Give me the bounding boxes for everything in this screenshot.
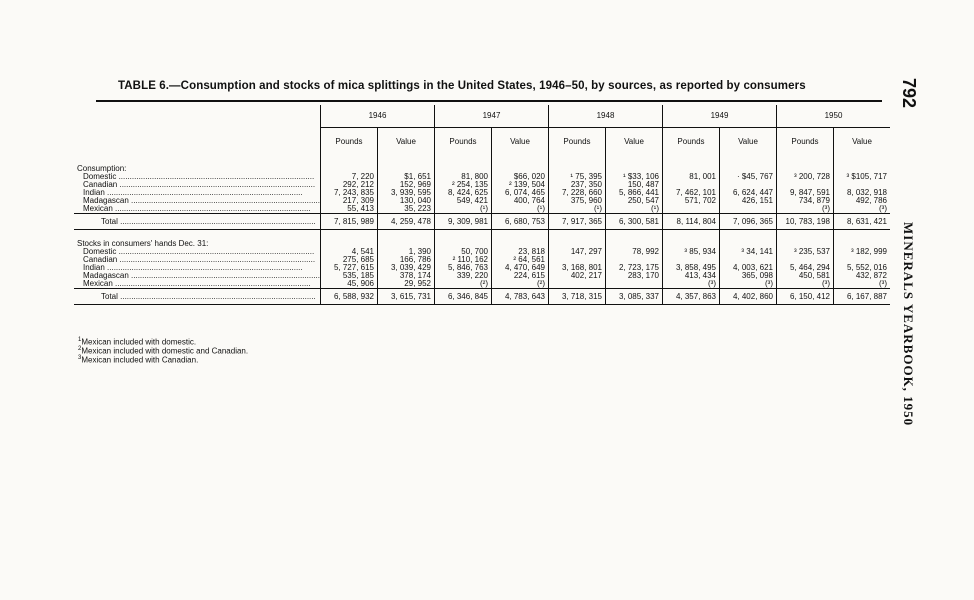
section-heading-row [74, 230, 890, 249]
table-cell: ² 254, 135 [435, 181, 492, 189]
table-cell: $1, 651 [378, 173, 435, 181]
table-cell [321, 155, 378, 173]
table-cell: 8, 631, 421 [834, 214, 891, 230]
table-cell: (³) [777, 205, 834, 214]
table-cell: (³) [663, 280, 720, 289]
year-header: 1946 [321, 105, 435, 128]
table-cell: 4, 357, 863 [663, 289, 720, 305]
table-cell: 7, 462, 101 [663, 189, 720, 197]
table-cell: 571, 702 [663, 197, 720, 205]
table-cell: 1, 390 [378, 248, 435, 256]
table-cell: 7, 815, 989 [321, 214, 378, 230]
table-cell: 6, 346, 845 [435, 289, 492, 305]
column-header: Value [378, 128, 435, 156]
table-cell: 6, 074, 465 [492, 189, 549, 197]
table-cell [492, 155, 549, 173]
table-cell: 378, 174 [378, 272, 435, 280]
column-header: Pounds [777, 128, 834, 156]
column-header: Pounds [435, 128, 492, 156]
table-cell: (¹) [606, 205, 663, 214]
row-label: Domestic ..... [74, 248, 321, 256]
table-cell: (³) [834, 280, 891, 289]
column-header: Pounds [321, 128, 378, 156]
table-cell: ² 64, 561 [492, 256, 549, 264]
table-cell: 4, 541 [321, 248, 378, 256]
table-cell: 5, 552, 016 [834, 264, 891, 272]
top-rule [96, 100, 882, 102]
table-cell: 7, 228, 660 [549, 189, 606, 197]
column-header: Pounds [663, 128, 720, 156]
table-cell: 275, 685 [321, 256, 378, 264]
table-cell [777, 230, 834, 249]
year-header: 1949 [663, 105, 777, 128]
table-cell: 81, 001 [663, 173, 720, 181]
table-cell: 4, 402, 860 [720, 289, 777, 305]
table-cell [378, 230, 435, 249]
table-cell: ³ 85, 934 [663, 248, 720, 256]
table-cell: 78, 992 [606, 248, 663, 256]
table-cell: 130, 040 [378, 197, 435, 205]
table-cell: $66, 020 [492, 173, 549, 181]
row-label: Indian ..... [74, 189, 321, 197]
table-cell: 375, 960 [549, 197, 606, 205]
table-cell: 3, 615, 731 [378, 289, 435, 305]
table-cell: 9, 309, 981 [435, 214, 492, 230]
row-label: Madagascan ..... [74, 197, 321, 205]
table-cell: 535, 185 [321, 272, 378, 280]
table-cell: 6, 624, 447 [720, 189, 777, 197]
table-cell [606, 280, 663, 289]
table-cell: 5, 846, 763 [435, 264, 492, 272]
table-cell: 250, 547 [606, 197, 663, 205]
total-row [74, 214, 890, 230]
table-cell: 224, 615 [492, 272, 549, 280]
table-cell: 432, 872 [834, 272, 891, 280]
table-cell: 6, 300, 581 [606, 214, 663, 230]
table-cell [663, 230, 720, 249]
table-cell: 8, 114, 804 [663, 214, 720, 230]
table-cell: (¹) [492, 205, 549, 214]
table-cell: 5, 464, 294 [777, 264, 834, 272]
table-cell [720, 205, 777, 214]
table-cell [492, 230, 549, 249]
table-cell: 35, 223 [378, 205, 435, 214]
table-cell: 339, 220 [435, 272, 492, 280]
table-cell: 365, 098 [720, 272, 777, 280]
table-row [74, 280, 890, 289]
table-cell: ¹ $33, 106 [606, 173, 663, 181]
table-cell: 81, 800 [435, 173, 492, 181]
row-label: Mexican ..... [74, 205, 321, 214]
table-cell: 8, 424, 625 [435, 189, 492, 197]
table-cell: 734, 879 [777, 197, 834, 205]
section-heading: Stocks in consumers' hands Dec. 31: [77, 239, 209, 248]
column-header: Value [606, 128, 663, 156]
year-header: 1950 [777, 105, 891, 128]
table-cell: 5, 866, 441 [606, 189, 663, 197]
table-cell: 4, 470, 649 [492, 264, 549, 272]
table-cell [549, 280, 606, 289]
table-title: TABLE 6.—Consumption and stocks of mica splittings in the United States, 1946–50, by sources, as reported by consumers [118, 80, 806, 92]
table-cell: (²) [492, 280, 549, 289]
table-cell: 237, 350 [549, 181, 606, 189]
column-header: Value [720, 128, 777, 156]
table-cell: 7, 243, 835 [321, 189, 378, 197]
table-cell [834, 155, 891, 173]
section-heading-row [74, 155, 890, 173]
footnote: $^1$Mexican included with domestic. [78, 337, 197, 347]
table-cell: 55, 413 [321, 205, 378, 214]
footnote: $^2$Mexican included with domestic and Canadian. [78, 346, 249, 356]
stub-header [74, 105, 321, 155]
table-cell: (³) [834, 205, 891, 214]
table-cell: 6, 167, 887 [834, 289, 891, 305]
table-cell [663, 205, 720, 214]
table-cell [549, 230, 606, 249]
table-cell [321, 230, 378, 249]
table-cell [435, 230, 492, 249]
footnote: $^3$Mexican included with Canadian. [78, 355, 199, 365]
table-cell: 6, 680, 753 [492, 214, 549, 230]
running-head: MINERALS YEARBOOK, 1950 [901, 222, 916, 427]
table-cell: ³ 235, 537 [777, 248, 834, 256]
table-cell: 492, 786 [834, 197, 891, 205]
table-cell [777, 155, 834, 173]
table-cell [606, 230, 663, 249]
column-header: Pounds [549, 128, 606, 156]
table-cell: 29, 952 [378, 280, 435, 289]
table-cell: 50, 700 [435, 248, 492, 256]
table-cell: 3, 858, 495 [663, 264, 720, 272]
table-cell: 150, 487 [606, 181, 663, 189]
row-label: Mexican ..... [74, 280, 321, 289]
table-cell: 7, 096, 365 [720, 214, 777, 230]
row-label: Total ..... [74, 289, 321, 305]
table-cell: 4, 259, 478 [378, 214, 435, 230]
table-cell: ² 110, 162 [435, 256, 492, 264]
table-cell: 6, 588, 932 [321, 289, 378, 305]
section-heading: Consumption: [77, 164, 127, 173]
table-cell: 45, 906 [321, 280, 378, 289]
table-cell: 152, 969 [378, 181, 435, 189]
table-cell: 549, 421 [435, 197, 492, 205]
row-label: Indian ..... [74, 264, 321, 272]
table-cell: 402, 217 [549, 272, 606, 280]
table-cell: 147, 297 [549, 248, 606, 256]
table-cell: 400, 764 [492, 197, 549, 205]
mica-table [74, 105, 890, 305]
table-cell [663, 155, 720, 173]
table-cell: 9, 847, 591 [777, 189, 834, 197]
table-cell: 283, 170 [606, 272, 663, 280]
table-cell: ³ $105, 717 [834, 173, 891, 181]
row-label: Total ..... [74, 214, 321, 230]
table-cell [720, 230, 777, 249]
table-cell [378, 155, 435, 173]
table-cell: (¹) [435, 205, 492, 214]
table-cell [834, 230, 891, 249]
table-cell: 4, 783, 643 [492, 289, 549, 305]
table-cell: 3, 168, 801 [549, 264, 606, 272]
table-cell: (³) [777, 280, 834, 289]
table-cell: (³) [720, 280, 777, 289]
year-header: 1948 [549, 105, 663, 128]
table-cell: 292, 212 [321, 181, 378, 189]
column-header: Value [834, 128, 891, 156]
row-label: Canadian ..... [74, 256, 321, 264]
table-cell: 2, 723, 175 [606, 264, 663, 272]
year-header-row [74, 105, 890, 128]
table-cell: (¹) [549, 205, 606, 214]
total-row [74, 289, 890, 305]
table-cell: · $45, 767 [720, 173, 777, 181]
table-cell: 217, 309 [321, 197, 378, 205]
table-cell: 3, 939, 595 [378, 189, 435, 197]
table-cell: ³ 182, 999 [834, 248, 891, 256]
table-cell: 7, 917, 365 [549, 214, 606, 230]
table-cell: 450, 581 [777, 272, 834, 280]
table-cell [720, 155, 777, 173]
row-label: Madagascan ..... [74, 272, 321, 280]
page-number: 792 [899, 78, 919, 109]
table-cell [435, 155, 492, 173]
row-label: Canadian ..... [74, 181, 321, 189]
table-cell: ¹ 75, 395 [549, 173, 606, 181]
table-cell: 10, 783, 198 [777, 214, 834, 230]
table-cell: 8, 032, 918 [834, 189, 891, 197]
table-cell: 4, 003, 621 [720, 264, 777, 272]
table-cell [549, 155, 606, 173]
table-cell: 166, 786 [378, 256, 435, 264]
table-cell: 426, 151 [720, 197, 777, 205]
year-header: 1947 [435, 105, 549, 128]
table-cell: 7, 220 [321, 173, 378, 181]
table-cell: ² 139, 504 [492, 181, 549, 189]
table-cell: 3, 085, 337 [606, 289, 663, 305]
table-row [74, 205, 890, 214]
table-cell: 23, 818 [492, 248, 549, 256]
row-label: Domestic ..... [74, 173, 321, 181]
table-cell: 5, 727, 615 [321, 264, 378, 272]
table-cell: 413, 434 [663, 272, 720, 280]
table-cell [606, 155, 663, 173]
table-cell: 3, 718, 315 [549, 289, 606, 305]
table-cell: (²) [435, 280, 492, 289]
table-cell: ³ 34, 141 [720, 248, 777, 256]
column-header: Value [492, 128, 549, 156]
table-cell: 6, 150, 412 [777, 289, 834, 305]
table-cell: 3, 039, 429 [378, 264, 435, 272]
table-cell: ³ 200, 728 [777, 173, 834, 181]
